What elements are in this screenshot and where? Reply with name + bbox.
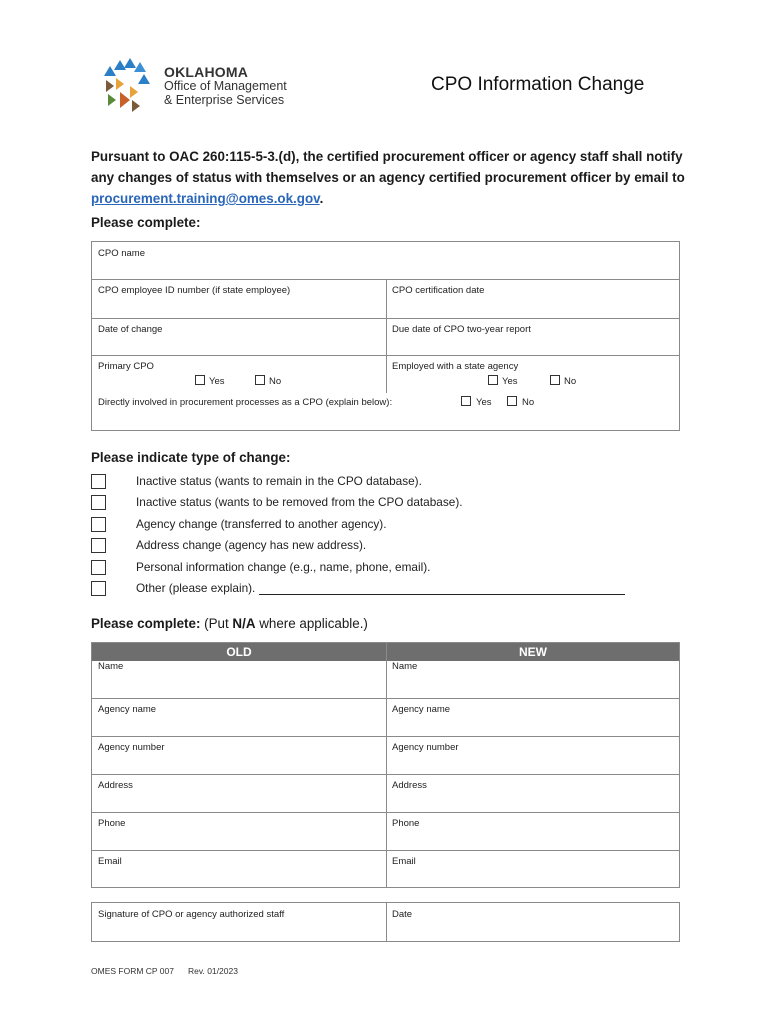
change-option[interactable] <box>91 579 651 599</box>
form-number: OMES FORM CP 007 <box>91 966 174 976</box>
old-address-field[interactable]: Address <box>98 780 133 791</box>
section-2-heading: Please indicate type of change: <box>91 450 291 465</box>
change-checkbox[interactable] <box>91 560 106 575</box>
intro-paragraph <box>91 146 691 209</box>
old-agency-number-field[interactable]: Agency number <box>98 742 165 753</box>
old-email-field[interactable]: Email <box>98 856 122 867</box>
change-checkbox[interactable] <box>91 538 106 553</box>
form-footer <box>91 966 252 976</box>
old-agency-name-field[interactable]: Agency name <box>98 704 157 715</box>
form-revision: Rev. 01/2023 <box>187 966 238 976</box>
section-1-heading: Please complete: <box>91 215 201 230</box>
email-link[interactable]: procurement.training@omes.ok.gov <box>91 191 320 206</box>
other-label: Other (please explain). <box>136 581 256 595</box>
new-name-field[interactable]: Name <box>392 661 418 672</box>
signature-date-field[interactable]: Date <box>392 909 413 920</box>
primary-cpo-yes-label: Yes <box>209 376 225 387</box>
primary-cpo-no-label: No <box>269 376 282 387</box>
org-name: OKLAHOMA <box>164 64 249 80</box>
change-checkbox[interactable] <box>91 581 106 596</box>
change-option[interactable]: Inactive status (wants to be removed from the CPO database). <box>91 493 651 513</box>
change-option[interactable]: Address change (agency has new address). <box>91 536 651 556</box>
other-explain-line[interactable] <box>259 582 625 595</box>
old-name-field[interactable]: Name <box>98 661 124 672</box>
cert-date-field[interactable]: CPO certification date <box>392 285 485 296</box>
primary-cpo-yes-checkbox[interactable] <box>195 375 205 385</box>
change-checkbox[interactable] <box>91 474 106 489</box>
employed-yes-checkbox[interactable] <box>488 375 498 385</box>
new-address-field[interactable]: Address <box>392 780 427 791</box>
org-line-2: Office of Management <box>164 79 287 93</box>
change-checkbox[interactable] <box>91 495 106 510</box>
new-phone-field[interactable]: Phone <box>392 818 420 829</box>
omes-logo-icon <box>100 56 160 116</box>
primary-cpo-label: Primary CPO <box>98 361 154 372</box>
involved-yes-checkbox[interactable] <box>461 396 471 406</box>
section-3-heading: Please complete: (Put N/A where applicable.) <box>91 616 368 631</box>
involved-no-checkbox[interactable] <box>507 396 517 406</box>
involved-yes-label: Yes <box>476 397 492 408</box>
cpo-name-field[interactable]: CPO name <box>98 248 145 259</box>
change-checkbox[interactable] <box>91 517 106 532</box>
signature-field[interactable]: Signature of CPO or agency authorized staff <box>98 909 285 920</box>
employed-state-label: Employed with a state agency <box>392 361 519 372</box>
old-new-table <box>91 642 680 888</box>
intro-text: Pursuant to OAC 260:115-5-3.(d), the certified procurement officer or agency staff shall notify any changes of status with themselves or an agency certified procurement officer by email to <box>91 149 685 185</box>
old-phone-field[interactable]: Phone <box>98 818 126 829</box>
change-option[interactable]: Agency change (transferred to another agency). <box>91 515 651 535</box>
directly-involved-label: Directly involved in procurement processes as a CPO (explain below): <box>98 397 393 408</box>
employee-id-field[interactable]: CPO employee ID number (if state employee) <box>98 285 291 296</box>
old-column-header: OLD <box>92 643 386 661</box>
page-title: CPO Information Change <box>431 74 645 95</box>
change-option[interactable]: Inactive status (wants to remain in the CPO database). <box>91 472 651 492</box>
employed-no-checkbox[interactable] <box>550 375 560 385</box>
involved-no-label: No <box>522 397 535 408</box>
org-line-3: & Enterprise Services <box>164 93 285 107</box>
new-agency-number-field[interactable]: Agency number <box>392 742 459 753</box>
new-agency-name-field[interactable]: Agency name <box>392 704 451 715</box>
employed-yes-label: Yes <box>502 376 518 387</box>
change-option[interactable]: Personal information change (e.g., name, phone, email). <box>91 558 651 578</box>
due-date-field[interactable]: Due date of CPO two-year report <box>392 324 531 335</box>
primary-cpo-no-checkbox[interactable] <box>255 375 265 385</box>
new-column-header: NEW <box>387 643 679 661</box>
cpo-info-table <box>91 241 680 431</box>
employed-no-label: No <box>564 376 577 387</box>
omes-logo <box>100 56 300 116</box>
new-email-field[interactable]: Email <box>392 856 416 867</box>
signature-table <box>91 902 680 942</box>
intro-end: . <box>319 191 324 206</box>
date-of-change-field[interactable]: Date of change <box>98 324 163 335</box>
